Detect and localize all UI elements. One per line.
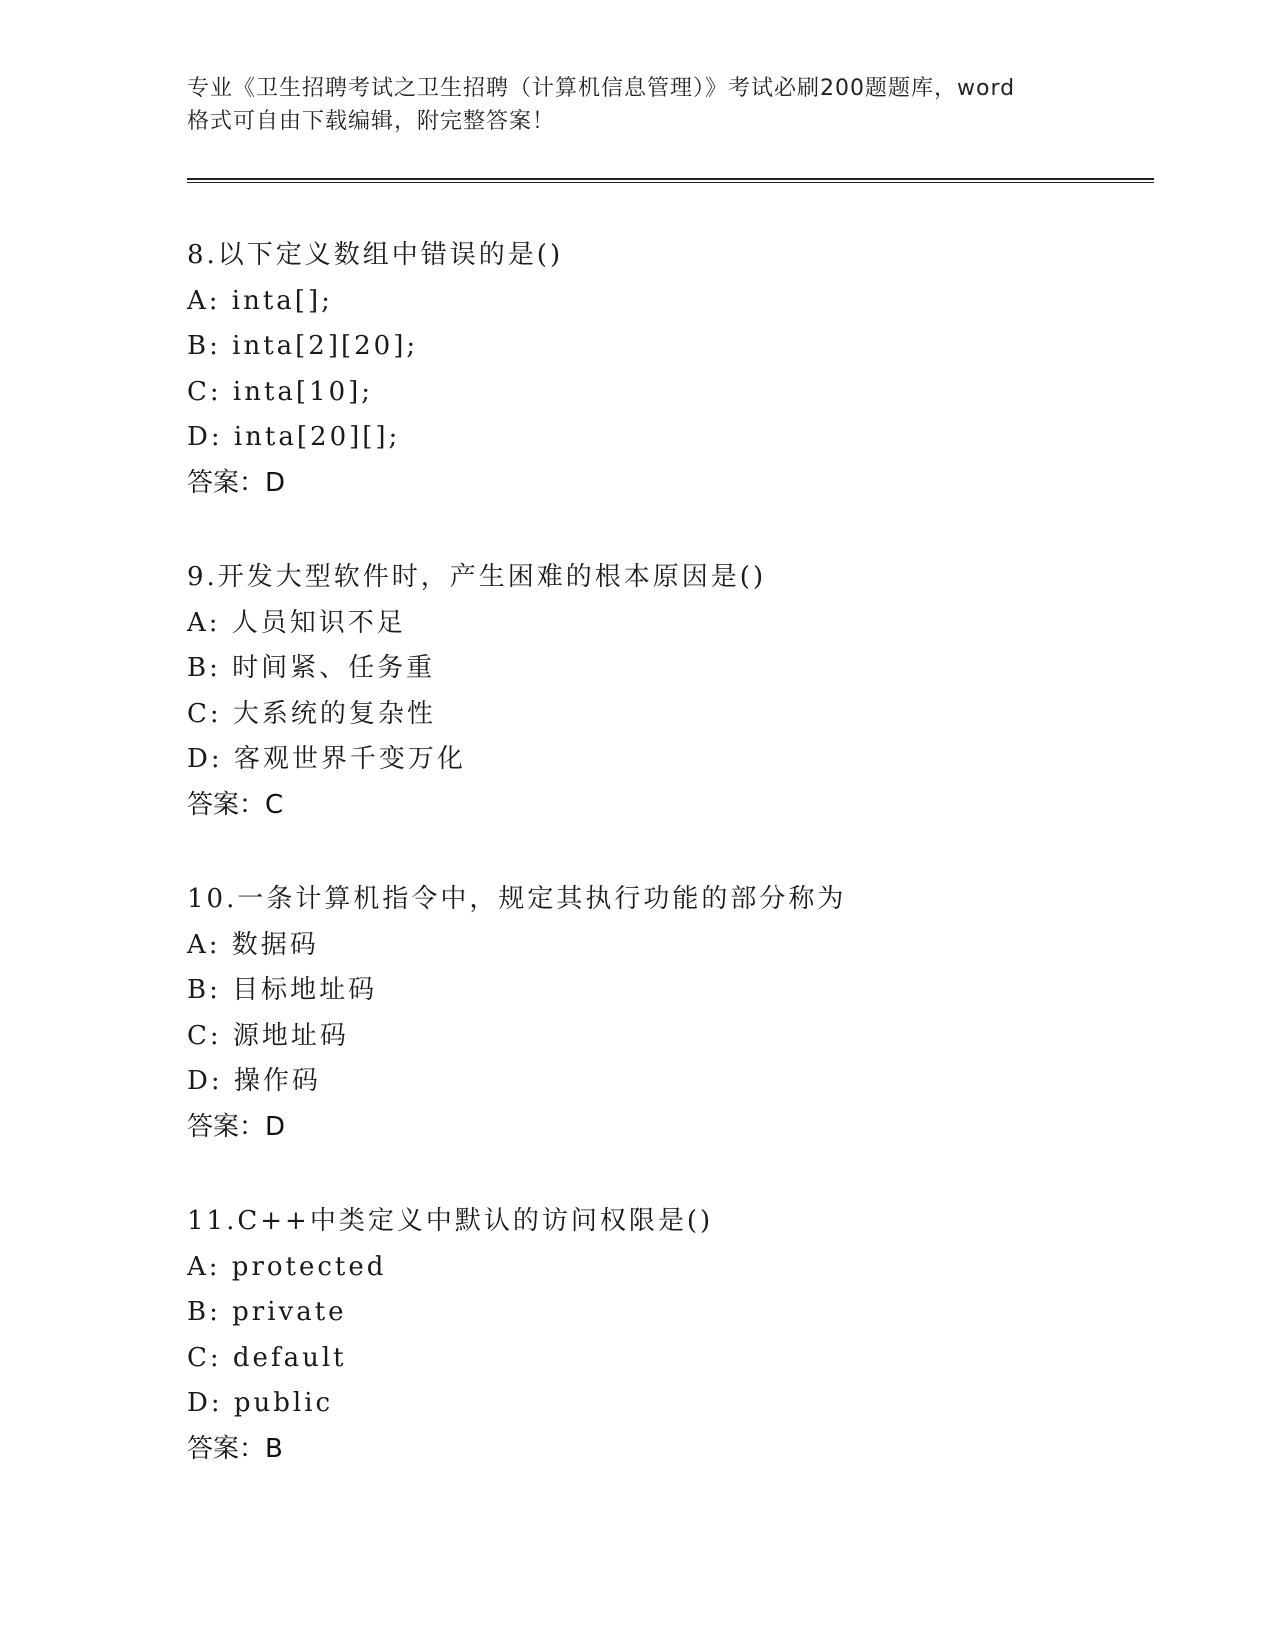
header-line-2: 格式可自由下载编辑，附完整答案！ xyxy=(187,109,556,134)
question-9 xyxy=(187,555,1147,828)
header-line-1: 专业《卫生招聘考试之卫生招聘（计算机信息管理）》考试必刷200题题库，word xyxy=(187,76,1016,101)
option-c: C: 大系统的复杂性 xyxy=(187,698,436,729)
option-c: C: inta[10]; xyxy=(187,376,374,407)
option-b: B: inta[2][20]; xyxy=(187,331,419,361)
option-a: A: 人员知识不足 xyxy=(187,607,406,638)
option-d: D: inta[20][]; xyxy=(187,422,401,452)
option-c: C: 源地址码 xyxy=(187,1020,349,1051)
answer-label: 答案：B xyxy=(187,1433,283,1464)
answer-label: 答案：D xyxy=(187,467,286,498)
question-10 xyxy=(187,877,1147,1150)
question-stem: 10.一条计算机指令中，规定其执行功能的部分称为 xyxy=(187,884,847,914)
question-stem: 8.以下定义数组中错误的是() xyxy=(187,240,564,270)
option-d: D: 客观世界千变万化 xyxy=(187,744,466,774)
answer-label: 答案：D xyxy=(187,1111,286,1142)
document-header xyxy=(187,72,1087,138)
question-list xyxy=(187,233,1147,1521)
option-b: B: 时间紧、任务重 xyxy=(187,653,436,683)
option-a: A: inta[]; xyxy=(187,285,333,316)
question-8 xyxy=(187,233,1147,506)
option-a: A: 数据码 xyxy=(187,929,319,960)
option-d: D: 操作码 xyxy=(187,1066,321,1096)
option-b: B: 目标地址码 xyxy=(187,975,378,1005)
header-divider xyxy=(187,178,1154,183)
question-11 xyxy=(187,1199,1147,1472)
option-c: C: default xyxy=(187,1342,347,1373)
question-stem: 11.C++中类定义中默认的访问权限是() xyxy=(187,1206,714,1236)
option-d: D: public xyxy=(187,1388,334,1418)
option-a: A: protected xyxy=(187,1251,387,1282)
answer-label: 答案：C xyxy=(187,789,284,820)
option-b: B: private xyxy=(187,1297,347,1327)
question-stem: 9.开发大型软件时，产生困难的根本原因是() xyxy=(187,562,767,592)
